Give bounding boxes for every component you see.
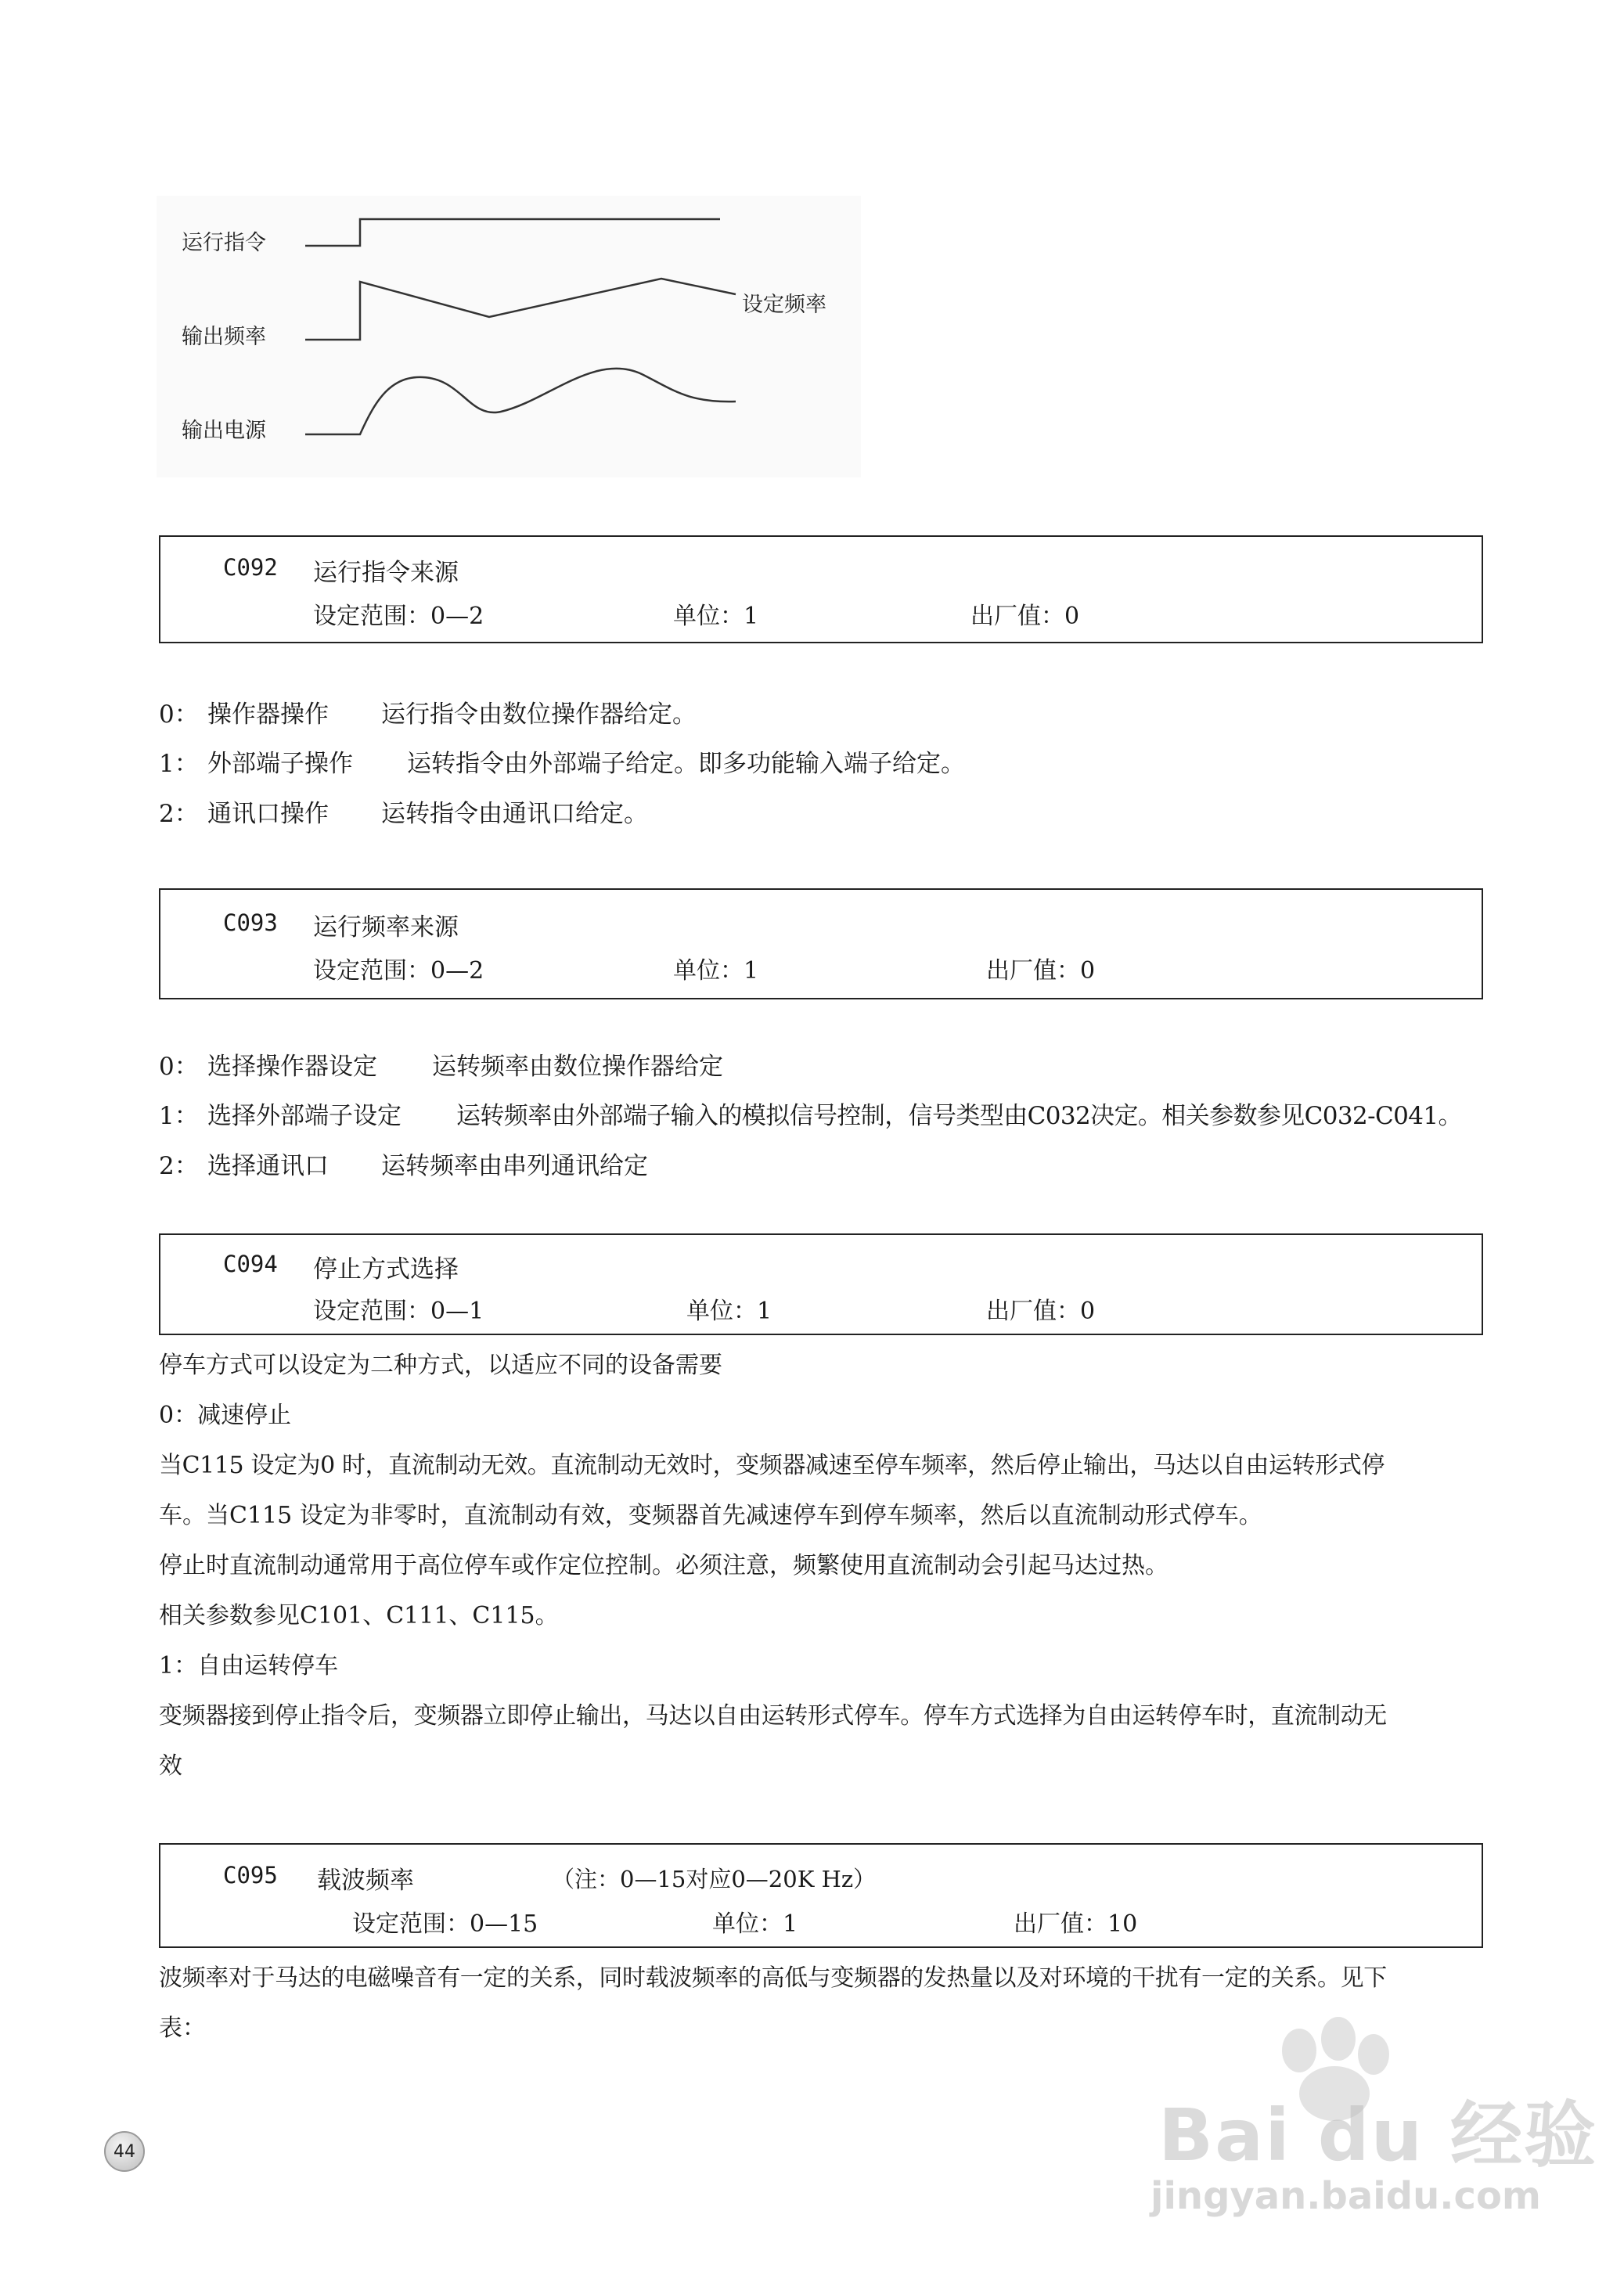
- option-number: 1：: [159, 1102, 199, 1130]
- param-note: （注：0—15对应0—20K Hz）: [552, 1866, 877, 1892]
- option-number: 1：: [159, 750, 199, 778]
- c094-description: [159, 1341, 1483, 1791]
- watermark-brand: Bai du 经验: [1158, 2094, 1598, 2177]
- run-command-label: 运行指令: [182, 231, 266, 255]
- param-default: 出厂值：0: [986, 1298, 1096, 1325]
- output-power-label: 输出电源: [182, 419, 266, 443]
- option-name: 外部端子操作: [207, 750, 353, 778]
- param-box-c092: [159, 535, 1483, 643]
- param-unit: 单位：1: [712, 1910, 798, 1938]
- text-line: 表：: [159, 2015, 206, 2042]
- option-name: 选择通讯口: [207, 1152, 329, 1180]
- param-name: 载波频率: [317, 1867, 414, 1895]
- param-range: 设定范围：0—1: [313, 1298, 484, 1325]
- param-name: 运行指令来源: [313, 559, 459, 587]
- param-code: C094: [223, 1251, 278, 1277]
- text-line: 变频器接到停止指令后，变频器立即停止输出，马达以自由运转形式停车。停车方式选择为自由运转停车时，直流制动无: [159, 1702, 1387, 1730]
- text-line: 0：减速停止: [159, 1402, 292, 1429]
- option-description: 运行指令由数位操作器给定。: [381, 700, 697, 729]
- text-line: 车。当C115 设定为非零时，直流制动有效，变频器首先减速停车到停车频率，然后以直流制动形式停车。: [159, 1502, 1262, 1529]
- param-range: 设定范围：0—2: [313, 603, 484, 630]
- option-name: 选择外部端子设定: [207, 1102, 401, 1130]
- text-line: 停车方式可以设定为二种方式，以适应不同的设备需要: [159, 1352, 722, 1379]
- text-line: 1：自由运转停车: [159, 1652, 339, 1680]
- param-unit: 单位：1: [673, 603, 759, 630]
- param-default: 出厂值：10: [1014, 1910, 1138, 1938]
- option-name: 通讯口操作: [207, 800, 329, 828]
- option-number: 2：: [159, 800, 199, 828]
- param-box-c094: [159, 1233, 1483, 1335]
- option-number: 0：: [159, 1053, 199, 1081]
- option-description: 运转指令由通讯口给定。: [381, 800, 648, 828]
- option-name: 选择操作器设定: [207, 1053, 377, 1081]
- timing-diagram: [157, 196, 861, 477]
- param-code: C095: [223, 1862, 278, 1889]
- param-code: C092: [223, 554, 278, 581]
- option-number: 2：: [159, 1152, 199, 1180]
- param-code: C093: [223, 909, 278, 936]
- param-unit: 单位：1: [673, 957, 759, 985]
- param-default: 出厂值：0: [970, 603, 1080, 630]
- option-name: 操作器操作: [207, 700, 329, 729]
- option-number: 0：: [159, 700, 199, 729]
- set-frequency-label: 设定频率: [742, 293, 826, 317]
- text-line: 停止时直流制动通常用于高位停车或作定位控制。必须注意，频繁使用直流制动会引起马达过热。: [159, 1552, 1168, 1579]
- param-default: 出厂值：0: [986, 957, 1096, 985]
- param-unit: 单位：1: [686, 1298, 772, 1325]
- param-box-c095: [159, 1843, 1483, 1948]
- text-line: 相关参数参见C101、C111、C115。: [159, 1602, 559, 1629]
- text-line: 效: [159, 1752, 182, 1780]
- text-line: 当C115 设定为0 时，直流制动无效。直流制动无效时，变频器减速至停车频率，然后停止输出，马达以自由运转形式停: [159, 1452, 1385, 1479]
- param-name: 停止方式选择: [313, 1255, 459, 1284]
- option-description: 运转频率由外部端子输入的模拟信号控制，信号类型由C032决定。相关参数参见C032-C041。: [456, 1102, 1462, 1130]
- option-description: 运转频率由数位操作器给定: [432, 1053, 723, 1081]
- page-number: 44: [104, 2131, 145, 2172]
- param-range: 设定范围：0—2: [313, 957, 484, 985]
- option-description: 运转频率由串列通讯给定: [381, 1152, 648, 1180]
- param-name: 运行频率来源: [313, 913, 459, 942]
- output-frequency-label: 输出频率: [182, 325, 266, 349]
- param-box-c093: [159, 888, 1483, 999]
- param-range: 设定范围：0—15: [352, 1910, 538, 1938]
- watermark-url: jingyan.baidu.com: [1150, 2174, 1541, 2218]
- option-description: 运转指令由外部端子给定。即多功能输入端子给定。: [407, 750, 965, 778]
- text-line: 波频率对于马达的电磁噪音有一定的关系，同时载波频率的高低与变频器的发热量以及对环境的干扰有一定的关系。见下: [159, 1964, 1387, 1992]
